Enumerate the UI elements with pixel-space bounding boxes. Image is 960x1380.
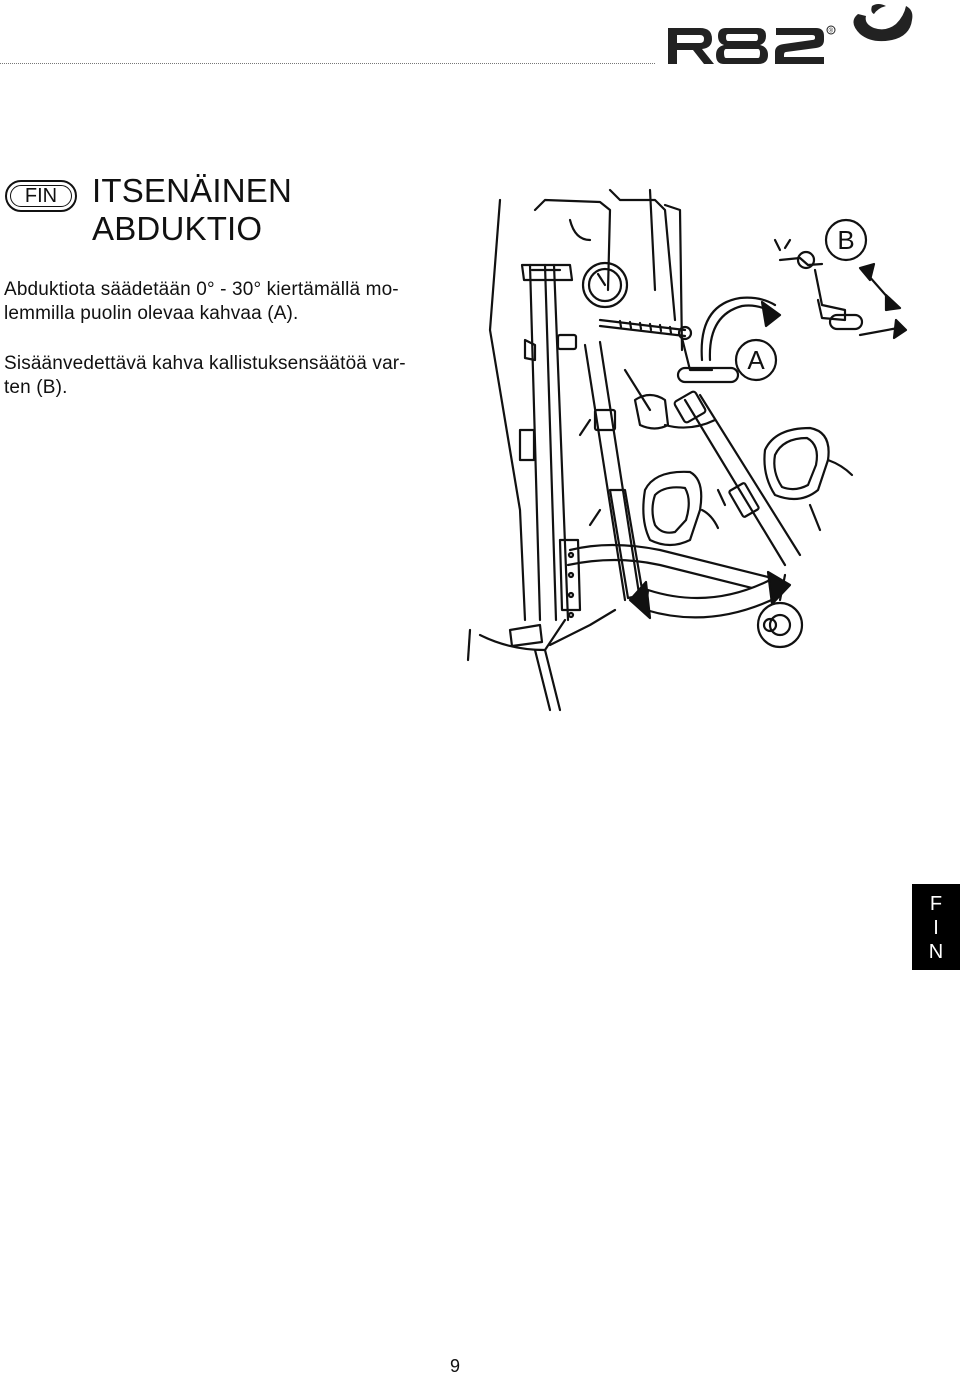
language-side-tab	[912, 884, 960, 970]
paragraph-line: ten (B).	[4, 377, 68, 398]
side-tab-letter: N	[928, 941, 944, 963]
header-dotted-rule	[0, 63, 655, 64]
title-line: ITSENÄINEN	[92, 172, 293, 209]
abduction-illustration	[450, 170, 960, 730]
side-tab-letter: F	[929, 893, 943, 915]
r82-logo	[660, 2, 920, 72]
side-tab-letter: I	[933, 917, 939, 939]
title-line: ABDUKTIO	[92, 210, 263, 247]
paragraph-retractable-handle	[4, 352, 449, 400]
callout-b-label: B	[837, 225, 855, 255]
registered-mark: ®	[828, 28, 834, 35]
paragraph-adjustment	[4, 278, 449, 326]
language-badge: FIN	[5, 180, 77, 212]
paragraph-line: Sisäänvedettävä kahva kallistuksensäätöä var-	[4, 353, 406, 374]
paragraph-line: lemmilla puolin olevaa kahvaa (A).	[4, 303, 299, 324]
paragraph-line: Abduktiota säädetään 0° - 30° kiertämällä mo-	[4, 279, 399, 300]
page-title	[92, 172, 292, 248]
page-number: 9	[449, 1356, 460, 1376]
callout-a-label: A	[747, 345, 765, 375]
